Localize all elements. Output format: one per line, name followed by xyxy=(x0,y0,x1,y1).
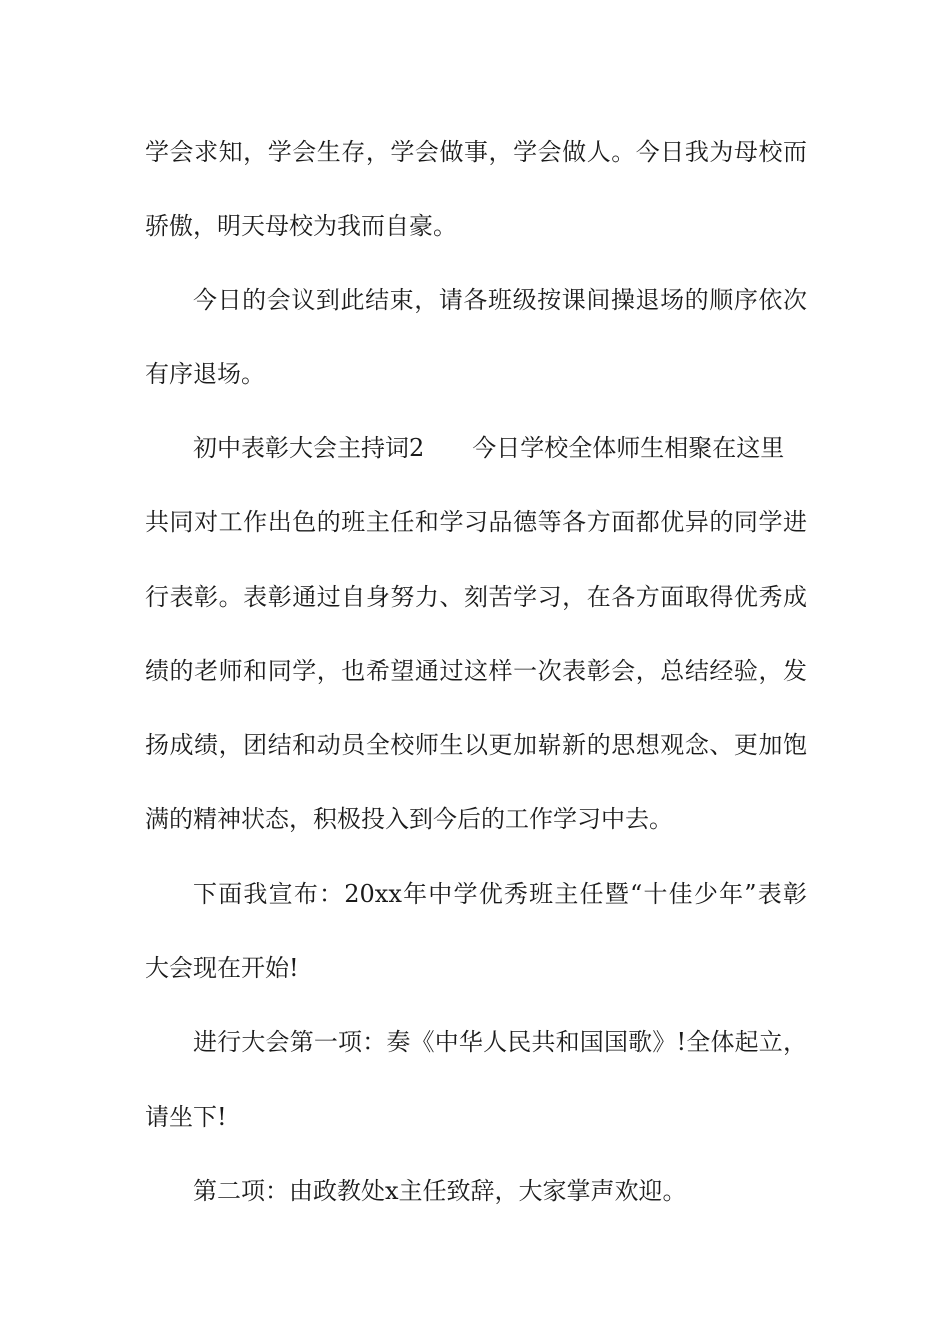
text-line: 有序退场。 xyxy=(145,360,265,388)
text-line: 进行大会第一项：奏《中华人民共和国国歌》!全体起立， xyxy=(193,1028,807,1056)
text-line: 绩的老师和同学，也希望通过这样一次表彰会，总结经验，发 xyxy=(145,657,807,685)
text-line: 今日的会议到此结束，请各班级按课间操退场的顺序依次 xyxy=(193,286,807,314)
text-line: 大会现在开始! xyxy=(145,954,299,982)
text-line: 扬成绩，团结和动员全校师生以更加崭新的思想观念、更加饱 xyxy=(145,731,807,759)
text-line: 满的精神状态，积极投入到今后的工作学习中去。 xyxy=(145,805,673,833)
text-line: 下面我宣布：20xx年中学优秀班主任暨“十佳少年”表彰 xyxy=(193,880,807,908)
text-line: 请坐下! xyxy=(145,1103,227,1131)
section-heading: 初中表彰大会主持词2 xyxy=(193,434,425,462)
heading-line xyxy=(193,428,807,468)
text-line: 学会求知，学会生存，学会做事，学会做人。今日我为母校而 xyxy=(145,138,807,166)
text-line: 共同对工作出色的班主任和学习品德等各方面都优异的同学进 xyxy=(145,508,807,536)
text-line: 第二项：由政教处x主任致辞，大家掌声欢迎。 xyxy=(193,1177,687,1205)
text-line: 今日学校全体师生相聚在这里 xyxy=(472,434,785,462)
text-line: 行表彰。表彰通过自身努力、刻苦学习，在各方面取得优秀成 xyxy=(145,583,807,611)
text-line: 骄傲，明天母校为我而自豪。 xyxy=(145,212,457,240)
